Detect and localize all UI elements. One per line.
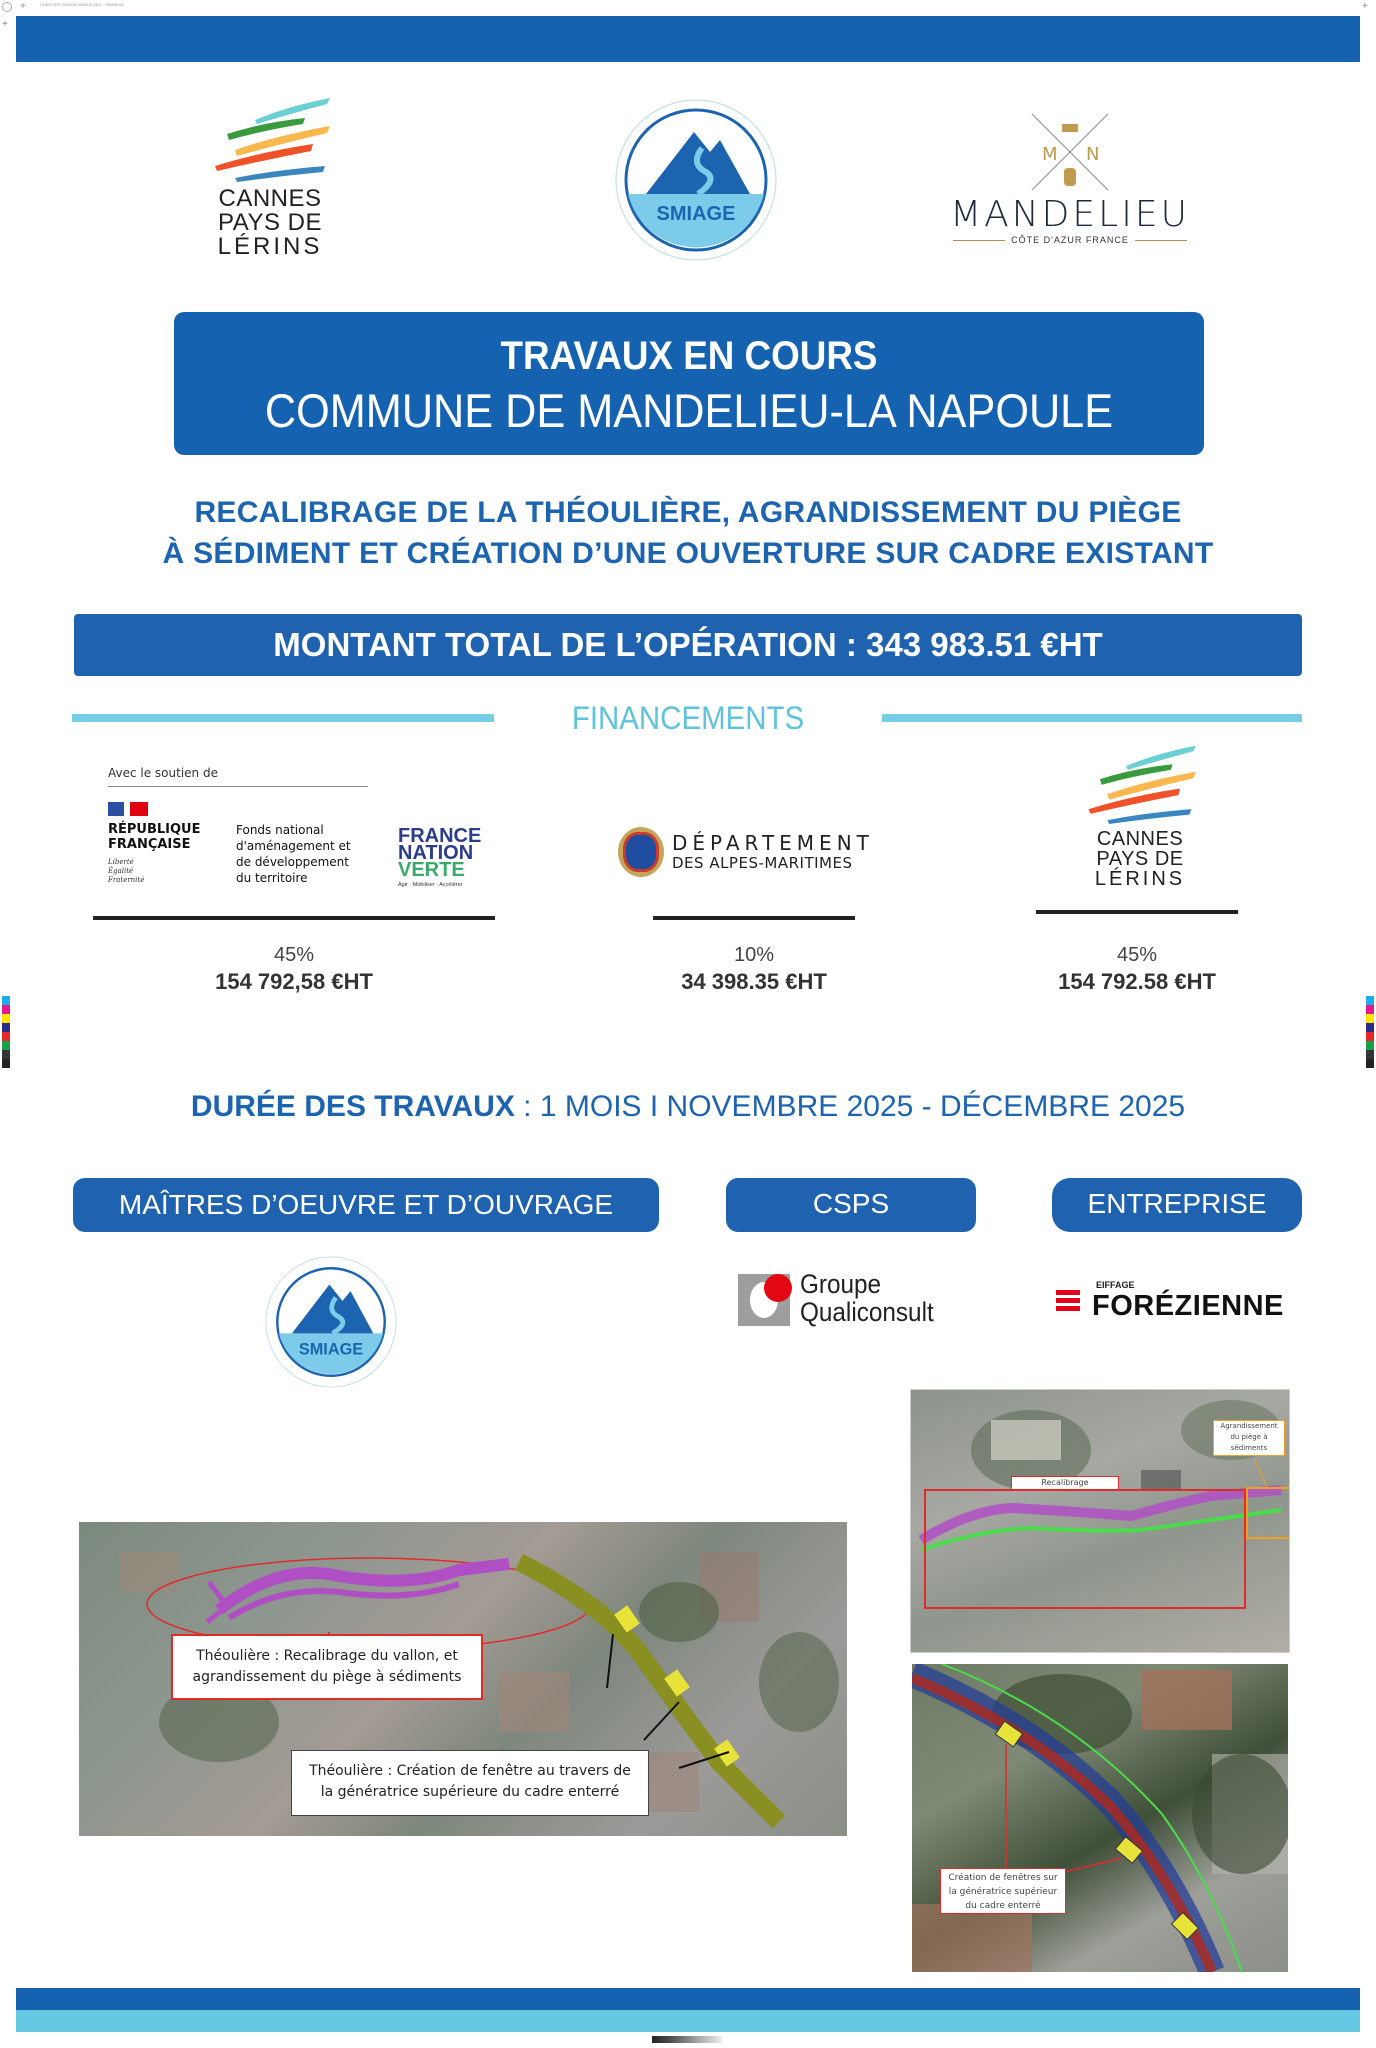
eiffage-small-text: EIFFAGE — [1096, 1280, 1135, 1290]
funder-departement-share — [600, 944, 908, 995]
smiage-emblem-icon — [610, 92, 782, 272]
fnv-line: FRANCE — [398, 825, 482, 847]
callout-line: la génératrice supérieure du cadre enterré — [320, 1784, 620, 1800]
financements-heading: FINANCEMENTS — [571, 700, 805, 736]
duree-value: : 1 MOIS I NOVEMBRE 2025 - DÉCEMBRE 2025 — [514, 1090, 1186, 1123]
bottom-band-dark — [16, 1988, 1360, 2010]
departement-line: DÉPARTEMENT — [672, 831, 874, 855]
fonds-line: de développement — [236, 855, 349, 869]
mandelieu-logo — [950, 110, 1190, 260]
role-entreprise-heading — [1052, 1178, 1302, 1232]
eiffage-forezienne-logo — [1056, 1280, 1296, 1324]
map-callout-recalibrage — [171, 1634, 483, 1700]
svg-text:M: M — [1042, 144, 1058, 165]
color-calibration-bar — [2, 996, 10, 1068]
label-line: Agrandissement — [1220, 1422, 1278, 1430]
svg-text:SMIAGE: SMIAGE — [656, 203, 736, 225]
role-label: ENTREPRISE — [1087, 1188, 1267, 1219]
total-amount: MONTANT TOTAL DE L’OPÉRATION : 343 983.51 €HT — [273, 626, 1103, 663]
fnv-line: VERTE — [398, 859, 465, 881]
support-label: Avec le soutien de — [108, 766, 218, 780]
title-banner — [174, 312, 1204, 455]
role-label: MAÎTRES D’OEUVRE ET D’OUVRAGE — [118, 1189, 614, 1220]
fonds-line: d'aménagement et — [236, 839, 351, 853]
qualiconsult-line: Qualiconsult — [800, 1297, 934, 1327]
divider — [953, 240, 1005, 241]
role-csps-heading — [726, 1178, 976, 1232]
fonds-line: Fonds national — [236, 823, 324, 837]
label-line: la génératrice supérieur — [948, 1887, 1058, 1897]
funder-cannes-logo — [1075, 740, 1205, 900]
fnv-line: NATION — [398, 842, 474, 864]
label-line: du cadre enterré — [965, 1901, 1041, 1911]
title-commune: COMMUNE DE MANDELIEU-LA NAPOULE — [264, 384, 1114, 437]
funder-percent: 45% — [273, 944, 315, 966]
qualiconsult-logo — [736, 1270, 976, 1328]
eiffage-mark-icon — [1056, 1290, 1080, 1320]
forezienne-wordmark: FORÉZIENNE — [1092, 1290, 1284, 1322]
divider — [1036, 910, 1238, 914]
duree-label: DURÉE DES TRAVAUX — [190, 1090, 515, 1123]
republique-line: FRANÇAISE — [108, 837, 191, 852]
mandelieu-monogram-icon — [950, 110, 1190, 190]
cannes-pays-de-lerins-logo — [205, 92, 335, 277]
role-maitres-heading — [73, 1178, 659, 1232]
project-description-line: À SÉDIMENT ET CRÉATION D’UNE OUVERTURE SUR CADRE EXISTANT — [162, 537, 1214, 570]
map-label-fenetres — [940, 1868, 1066, 1914]
republic-motto — [108, 858, 144, 885]
callout-line: Théoulière : Création de fenêtre au travers de — [309, 1763, 631, 1779]
funder-amount: 34 398.35 €HT — [681, 969, 827, 994]
title-travaux: TRAVAUX EN COURS — [500, 334, 878, 378]
print-slug: CHANTIER SMIAGE MANDELIEU - PANNEAU — [40, 2, 125, 7]
marianne-flag-icon — [108, 802, 148, 816]
label-line: sédiments — [1230, 1444, 1268, 1452]
divider — [108, 786, 368, 787]
logo-text: PAYS DE — [1096, 848, 1184, 870]
divider — [1135, 240, 1187, 241]
republique-line: RÉPUBLIQUE — [108, 822, 201, 837]
qualiconsult-mark-icon — [738, 1274, 790, 1326]
project-description-line: RECALIBRAGE DE LA THÉOULIÈRE, AGRANDISSEMENT DU PIÈGE — [194, 496, 1182, 529]
republique-francaise — [108, 822, 201, 852]
svg-text:N: N — [1086, 144, 1100, 165]
mandelieu-tagline: CÔTE D'AZUR FRANCE — [1011, 235, 1129, 245]
logo-text-pays-de: PAYS DE — [218, 209, 322, 236]
funder-amount: 154 792,58 €HT — [215, 969, 373, 994]
fonds-national-text — [236, 822, 351, 886]
divider — [93, 916, 495, 920]
project-description — [60, 492, 1316, 574]
label-line: Création de fenêtres sur — [948, 1873, 1058, 1883]
callout-line: Théoulière : Recalibrage du vallon, et — [196, 1648, 458, 1664]
motto-line: Fraternité — [108, 876, 145, 884]
crop-mark-icon: + — [1362, 1, 1368, 12]
label-line: du piège à — [1230, 1433, 1268, 1441]
departement-crest-icon — [618, 827, 664, 877]
map-label-agrandissement — [1213, 1420, 1285, 1456]
crop-mark-icon: + — [2, 19, 8, 30]
funder-cannes-share — [1000, 944, 1274, 995]
duree-travaux — [80, 1090, 1296, 1124]
aerial-map-main — [79, 1522, 847, 1836]
divider — [882, 714, 1302, 722]
divider — [653, 916, 855, 920]
mandelieu-tagline-row — [950, 235, 1190, 245]
smiage-name: SMIAGE — [298, 1340, 364, 1359]
qualiconsult-line: Groupe — [800, 1269, 882, 1299]
departement-line: DES ALPES-MARITIMES — [672, 854, 853, 872]
bottom-band-light — [16, 2010, 1360, 2032]
role-label: CSPS — [812, 1188, 890, 1219]
greyscale-calibration-bar — [652, 2036, 722, 2043]
aerial-map-recalibrage-detail — [910, 1389, 1290, 1653]
funder-percent: 45% — [1116, 944, 1158, 966]
callout-line: agrandissement du piège à sédiments — [192, 1669, 462, 1685]
fonds-line: du territoire — [236, 871, 308, 885]
logo-text-cannes: CANNES — [218, 185, 322, 212]
map-label-recalibrage: Recalibrage — [1011, 1476, 1119, 1490]
funder-etat-logo — [108, 766, 498, 896]
funder-amount: 154 792.58 €HT — [1058, 969, 1216, 994]
total-amount-banner — [74, 614, 1302, 676]
funder-etat-share — [93, 944, 495, 995]
logo-text: CANNES — [1096, 828, 1184, 850]
top-band — [16, 16, 1360, 62]
aerial-map-fenetres-detail — [912, 1664, 1288, 1972]
logo-text: LÉRINS — [1094, 868, 1186, 890]
logo-text-lerins: LÉRINS — [217, 233, 323, 260]
france-nation-verte-logo — [398, 825, 490, 889]
funder-departement-logo — [618, 822, 918, 882]
smiage-logo — [610, 92, 782, 272]
fnv-tagline: Agir · Mobiliser · Accélérer — [398, 882, 463, 888]
funder-percent: 10% — [733, 944, 775, 966]
brush-stripes-icon — [1075, 740, 1205, 824]
crop-mark-icon: + — [20, 1, 26, 12]
smiage-emblem-icon — [258, 1252, 404, 1392]
registration-mark-icon — [2, 2, 12, 12]
motto-line: Égalité — [108, 867, 134, 875]
motto-line: Liberté — [108, 858, 134, 866]
smiage-logo-small — [258, 1252, 404, 1392]
map-overlay — [912, 1664, 1288, 1972]
map-callout-fenetre — [291, 1750, 649, 1816]
divider — [72, 714, 494, 722]
brush-stripes-icon — [205, 92, 335, 182]
mandelieu-wordmark: MANDELIEU — [950, 194, 1190, 235]
color-calibration-bar — [1366, 996, 1374, 1068]
qualiconsult-wordmark — [800, 1270, 934, 1326]
